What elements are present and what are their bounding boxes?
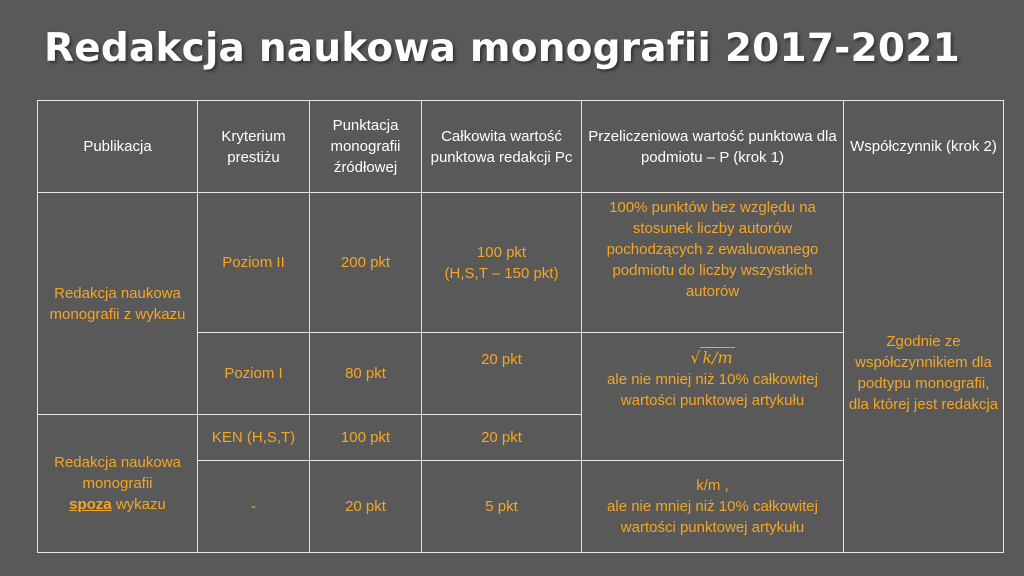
criterion-cell: - (198, 461, 310, 553)
monograph-editing-table (37, 100, 1004, 553)
group-label-outside-list: Redakcja naukowa monografii spoza wykazu (38, 415, 198, 553)
header-recalculated-value: Przeliczeniowa wartość punktowa dla podmiotu – P (krok 1) (582, 101, 844, 193)
total-value-hst: (H,S,T – 150 pkt) (444, 264, 559, 282)
table-header-row (38, 101, 1004, 193)
criterion-cell: Poziom I (198, 333, 310, 415)
total-value-cell: 20 pkt (422, 415, 582, 461)
header-total-value: Całkowita wartość punktowa redakcji Pc (422, 101, 582, 193)
header-criterion: Kryterium prestiżu (198, 101, 310, 193)
p-value-level2: 100% punktów bez względu na stosunek liczby autorów pochodzących z ewaluowanego podmiotu do liczby wszystkich autorów (582, 193, 844, 333)
points-cell: 100 pkt (310, 415, 422, 461)
p-value-ratio (582, 461, 844, 553)
table-row (38, 193, 1004, 333)
page-title: Redakcja naukowa monografii 2017-2021 (44, 26, 960, 71)
points-cell: 200 pkt (310, 193, 422, 333)
group-label-in-list: Redakcja naukowa monografii z wykazu (38, 193, 198, 415)
sqrt-note: ale nie mniej niż 10% całkowitej wartości punktowej artykułu (607, 371, 818, 409)
total-value-main: 100 pkt (476, 243, 527, 261)
header-publication: Publikacja (38, 101, 198, 193)
total-value-cell (422, 193, 582, 333)
coefficient-cell: Zgodnie ze współczynnikiem dla podtypu monografii, dla której jest redakcja (844, 193, 1004, 553)
criterion-cell: Poziom II (198, 193, 310, 333)
sqrt-formula: √ k/m (690, 348, 733, 367)
points-cell: 80 pkt (310, 333, 422, 415)
total-value-cell: 20 pkt (422, 333, 582, 415)
points-cell: 20 pkt (310, 461, 422, 553)
ratio-formula: k/m , (696, 477, 729, 494)
ratio-note: ale nie mniej niż 10% całkowitej wartości punktowej artykułu (607, 498, 818, 536)
p-value-sqrt (582, 333, 844, 461)
header-points: Punktacja monografii źródłowej (310, 101, 422, 193)
total-value-cell: 5 pkt (422, 461, 582, 553)
header-coefficient: Współczynnik (krok 2) (844, 101, 1004, 193)
criterion-cell: KEN (H,S,T) (198, 415, 310, 461)
